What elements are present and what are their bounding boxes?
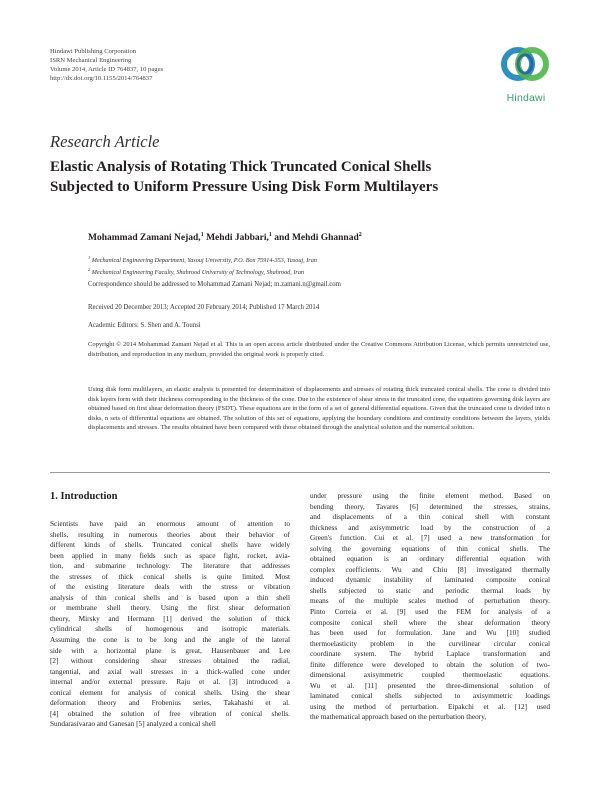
affiliations	[88, 253, 317, 278]
body-text-line: using the method of perturbation. Eipakchi et al. [12] used	[310, 701, 550, 711]
body-text-line: finite difference were developed to obtain the solution of two-	[310, 659, 550, 669]
body-text-line: Pinto Correia et al. [9] used the FEM for analysis of a	[310, 607, 550, 617]
author-name: Mohammad Zamani Nejad,	[88, 233, 201, 244]
publisher-name: Hindawi Publishing Corporation	[50, 48, 137, 55]
logo-wordmark: Hindawi	[506, 92, 546, 104]
body-text-line: shells, resulting in numerous theories about their behavior of	[50, 529, 290, 539]
affiliation-item: $^1$ Mechanical Engineering Department, Yasouj University, P.O. Box 75914-353, Yasouj, Iran	[88, 255, 317, 265]
hindawi-logo-icon	[496, 40, 554, 92]
journal-header	[50, 47, 163, 83]
body-text-line: bending theory, Tavares [6] determined the stresses, strains,	[310, 501, 550, 511]
body-text-line: the mathematical approach based on the perturbation theory,	[310, 712, 487, 722]
body-text-line: under pressure using the finite element method. Based on	[310, 491, 550, 500]
left-column-text	[50, 519, 290, 730]
body-text-line: obtained equation is an ordinary differential equation with	[310, 554, 550, 564]
body-text-line: been applied in many fields such as space fight, rocket, avia-	[50, 550, 290, 560]
body-text-line: or membrane shell theory. Using the first shear deformation	[50, 603, 290, 613]
body-text-line: tangential, and axial wall stresses in a thick-walled cone under	[50, 666, 290, 676]
body-text-line: Scientists have paid an enormous amount of attention to	[50, 519, 290, 528]
volume-info: Volume 2014, Article ID 764837, 10 pages	[50, 66, 164, 74]
body-text-line: solving the governing equations of thin conical shells. The	[310, 543, 550, 553]
body-text-line: means of the multiple scales method of perturbation theory.	[310, 596, 550, 606]
body-text-line: shells subjected to static and periodic thermal loads by	[310, 585, 550, 595]
body-text-line: tion, and submarine technology. The literature that addresses	[50, 561, 290, 571]
body-text-line: thermoelasticity problem in the curvilinear circular conical	[310, 638, 550, 648]
article-type: Research Article	[50, 132, 160, 151]
journal-name: ISRN Mechanical Engineering	[50, 57, 132, 65]
body-text-line: dimensional axisymmetric coupled thermoelastic equations.	[310, 670, 550, 680]
body-text-line: [4] obtained the solution of free vibration of conical shells.	[50, 708, 290, 718]
body-text-line: analysis of thin conical shells and is based upon a thin shell	[50, 592, 290, 602]
academic-editors: Academic Editors: S. Shen and A. Tounsi	[88, 322, 201, 329]
body-text-line: laminated conical shells subjected to axisymmetric loadings	[310, 691, 550, 701]
body-text-line: side with a horizontal plane is great, Hausenbauer and Lee	[50, 645, 290, 655]
title-line: Subjected to Uniform Pressure Using Disk Form Multilayers	[50, 178, 439, 195]
body-text-line: Sundarasivarao and Ganesan [5] analyzed a conical shell	[50, 719, 216, 729]
author-affil-mark: 1	[268, 232, 272, 238]
copyright-notice: Copyright © 2014 Mohammad Zamani Nejad et al. This is an open access article distributed under the Creative Commons Attribution License, which permits unrestricted use, distribution, and reproduction in any medium, provided the original work is properly cited.	[88, 341, 550, 358]
body-text-line: complex coefficients. Wu and Chiu [8] investigated thermally	[310, 564, 550, 574]
body-text-line: Green's function. Cui et al. [7] used a new transformation for	[310, 533, 550, 543]
article-title	[50, 158, 550, 197]
body-text-line: and displacements of a thin conical shell with constant	[310, 512, 550, 522]
body-text-line: theory, Mirsky and Hermann [1] derived the solution of thick	[50, 613, 290, 623]
body-text-line: Wu et al. [11] presented the three-dimensional solution of	[310, 680, 550, 690]
body-text-line: thickness and axisymmetric load by the construction of a	[310, 522, 550, 532]
hindawi-logo	[496, 40, 554, 108]
body-text-line: induced dynamic instability of laminated composite conical	[310, 575, 550, 585]
body-text-line: internal and/or external pressure. Raju et al. [3] introduced a	[50, 677, 290, 687]
title-line: Elastic Analysis of Rotating Thick Truncated Conical Shells	[50, 159, 432, 175]
body-text-line: the stresses of thick conical shells is quite limited. Most	[50, 571, 290, 581]
abstract: Using disk form multilayers, an elastic analysis is presented for determination of displacements and stresses of rotating thick truncated conical shells. The cone is divided into disk layers form with their thickness corresponding to the thickness of the cone. Due to the existence of shear stress in the truncated cone, the equations governing disk layers are obtained based on first shear deformation theory (FSDT). These equations are in the form of a set of general differential equations. Given that the truncated cone is divided into n disks, n sets of differential equations are obtained. The solution of this set of equations, applying the boundary conditions and continuity conditions between the layers, yields displacements and stresses. The results obtained have been compared with those obtained through the analytical solution and the numerical solution.	[88, 386, 550, 432]
author-list	[88, 232, 362, 243]
section-divider	[50, 472, 550, 473]
body-text-line: Assuming the cone is to be long and the angle of the lateral	[50, 635, 290, 645]
body-text-line: deformation theory and Frobenius series, Takahashi et al.	[50, 698, 290, 708]
body-text-line: different kinds of shells. Truncated conical shells have widely	[50, 540, 290, 550]
body-text-line: coordinate system. The hybrid Laplace transformation and	[310, 649, 550, 659]
author-name: Mehdi Jabbari,	[206, 233, 269, 244]
affiliation-item: $^2$ Mechanical Engineering Faculty, Shahrood University of Technology, Shahrood, Iran	[88, 267, 305, 277]
right-column-text	[310, 491, 550, 723]
body-text-line: of the existing literature deals with the stress or vibration	[50, 582, 290, 592]
body-text-line: conical element for analysis of conical shells. Using the shear	[50, 687, 290, 697]
body-text-line: has been used for formulation. Jane and Wu [10] studied	[310, 628, 550, 638]
body-text-line: composite conical shell where the shear deformation theory	[310, 617, 550, 627]
doi-link[interactable]: http://dx.doi.org/10.1155/2014/764837	[50, 75, 153, 83]
author-affil-mark: 1	[200, 232, 204, 238]
author-name: and Mehdi Ghannad	[274, 233, 359, 244]
body-text-line: [2] without considering shear stresses obtained the radial,	[50, 656, 290, 666]
section-heading: 1. Introduction	[50, 491, 118, 502]
correspondence: Correspondence should be addressed to Mohammad Zamani Nejad; m.zamani.n@gmail.com	[88, 281, 341, 288]
author-affil-mark: 2	[358, 232, 362, 238]
body-text-line: cylindrical shells of homogenous and isotropic materials.	[50, 624, 290, 634]
article-dates: Received 20 December 2013; Accepted 20 February 2014; Published 17 March 2014	[88, 304, 320, 311]
